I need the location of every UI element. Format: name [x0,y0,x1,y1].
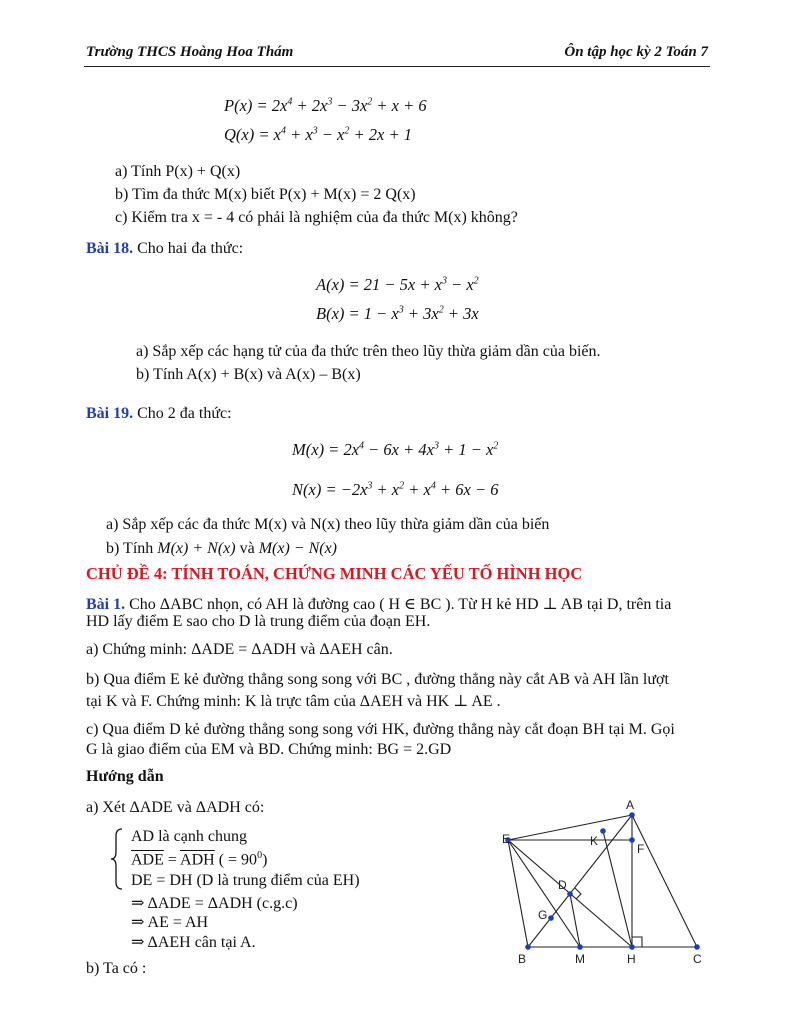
bai1-part-a: a) Chứng minh: ΔADE = ΔADH và ΔAEH cân. [86,641,393,658]
segment-ab [528,815,632,947]
bai17-question-b: b) Tìm đa thức M(x) biết P(x) + M(x) = 2 Q(x) [115,186,416,203]
bai19-question-a: a) Sắp xếp các đa thức M(x) và N(x) theo lũy thừa giảm dần của biến [106,516,550,533]
bai17-question-c: c) Kiểm tra x = - 4 có phải là nghiệm của đa thức M(x) không? [115,209,518,226]
huong-dan-b-intro: b) Ta có : [86,960,147,977]
label-c: C [693,952,702,966]
equation-m: $M(x) = 2x^4 - 6x + 4x^3 + 1 - x^2$ [292,440,499,459]
point-m [577,944,583,950]
chu-de-4-heading: CHỦ ĐỀ 4: TÍNH TOÁN, CHỨNG MINH CÁC YẾU TỐ HÌNH HỌC [86,564,583,583]
point-k [600,828,606,834]
point-g [548,915,554,921]
result-ae-ah: ⇒ AE = AH [131,914,209,931]
right-angle-d [575,888,581,899]
label-b: B [518,952,527,966]
result-isosceles: ⇒ ΔAEH cân tại A. [131,934,256,951]
equation-q: $Q(x) = x^4 + x^3 - x^2 + 2x + 1$ [224,125,412,144]
header-school: Trường THCS Hoàng Hoa Thám [86,44,294,60]
bai1-part-b1: b) Qua điểm E kẻ đường thẳng song song với BC , đường thẳng này cắt AB và AH lần lượt [86,671,669,688]
bai1-part-b2: tại K và F. Chứng minh: K là trực tâm của ΔAEH và HK ⊥ AE . [86,693,501,710]
step-midpoint: DE = DH (D là trung điểm của EH) [131,872,360,889]
point-a [629,812,635,818]
equation-a: $A(x) = 21 - 5x + x^3 - x^2$ [316,275,479,294]
bai1-line1: Bài 1. Cho ΔABC nhọn, có AH là đường cao ( H ∈ BC ). Từ H kẻ HD ⊥ AB tại D, trên tia [86,596,672,613]
label-m: M [575,952,585,966]
geometry-figure [495,795,715,975]
point-h [629,944,635,950]
equation-b: $B(x) = 1 - x^3 + 3x^2 + 3x$ [316,304,479,323]
equation-n: $N(x) = -2x^3 + x^2 + x^4 + 6x - 6$ [292,480,499,499]
bai1-line2: HD lấy điểm E sao cho D là trung điểm của đoạn EH. [86,613,431,630]
segment-eb [508,840,528,947]
label-k: K [590,834,599,848]
bai18-question-a: a) Sắp xếp các hạng tử của đa thức trên theo lũy thừa giảm dần của biến. [136,343,601,360]
bai19-heading: Bài 19. Cho 2 đa thức: [86,405,232,422]
huong-dan-heading: Hướng dẫn [86,768,164,785]
bai18-heading: Bài 18. Cho hai đa thức: [86,240,244,257]
label-h: H [627,952,636,966]
segment-ea [508,815,632,840]
label-e: E [502,832,511,846]
point-c [694,944,700,950]
point-f [629,837,635,843]
header-rule [84,66,710,67]
point-b [525,944,531,950]
header-subject: Ôn tập học kỳ 2 Toán 7 [564,44,708,60]
point-d [567,891,573,897]
bai18-question-b: b) Tính A(x) + B(x) và A(x) – B(x) [136,366,361,383]
label-d: D [558,878,567,892]
result-congruent: ⇒ ΔADE = ΔADH (c.g.c) [131,895,298,912]
left-brace [111,828,123,890]
step-right-angle: $\overline{ADE} = \overline{ADH}$ ( = $90^0$) [131,850,268,869]
equation-p: $P(x) = 2x^4 + 2x^3 - 3x^2 + x + 6$ [224,96,427,115]
step-common-side: AD là cạnh chung [131,828,247,845]
segment-ac [632,815,697,947]
bai17-question-a: a) Tính P(x) + Q(x) [115,163,241,180]
label-f: F [637,842,645,856]
segment-hk [603,831,632,947]
bai19-question-b: b) Tính M(x) + N(x) và M(x) − N(x) [106,540,337,557]
huong-dan-a-intro: a) Xét ΔADE và ΔADH có: [86,799,265,816]
label-g: G [538,908,548,922]
label-a: A [626,798,635,812]
bai1-part-c2: G là giao điểm của EM và BD. Chứng minh: BG = 2.GD [86,741,452,758]
bai1-part-c1: c) Qua điểm D kẻ đường thẳng song song với HK, đường thẳng này cắt đoạn BH tại M. Gọi [86,721,675,738]
